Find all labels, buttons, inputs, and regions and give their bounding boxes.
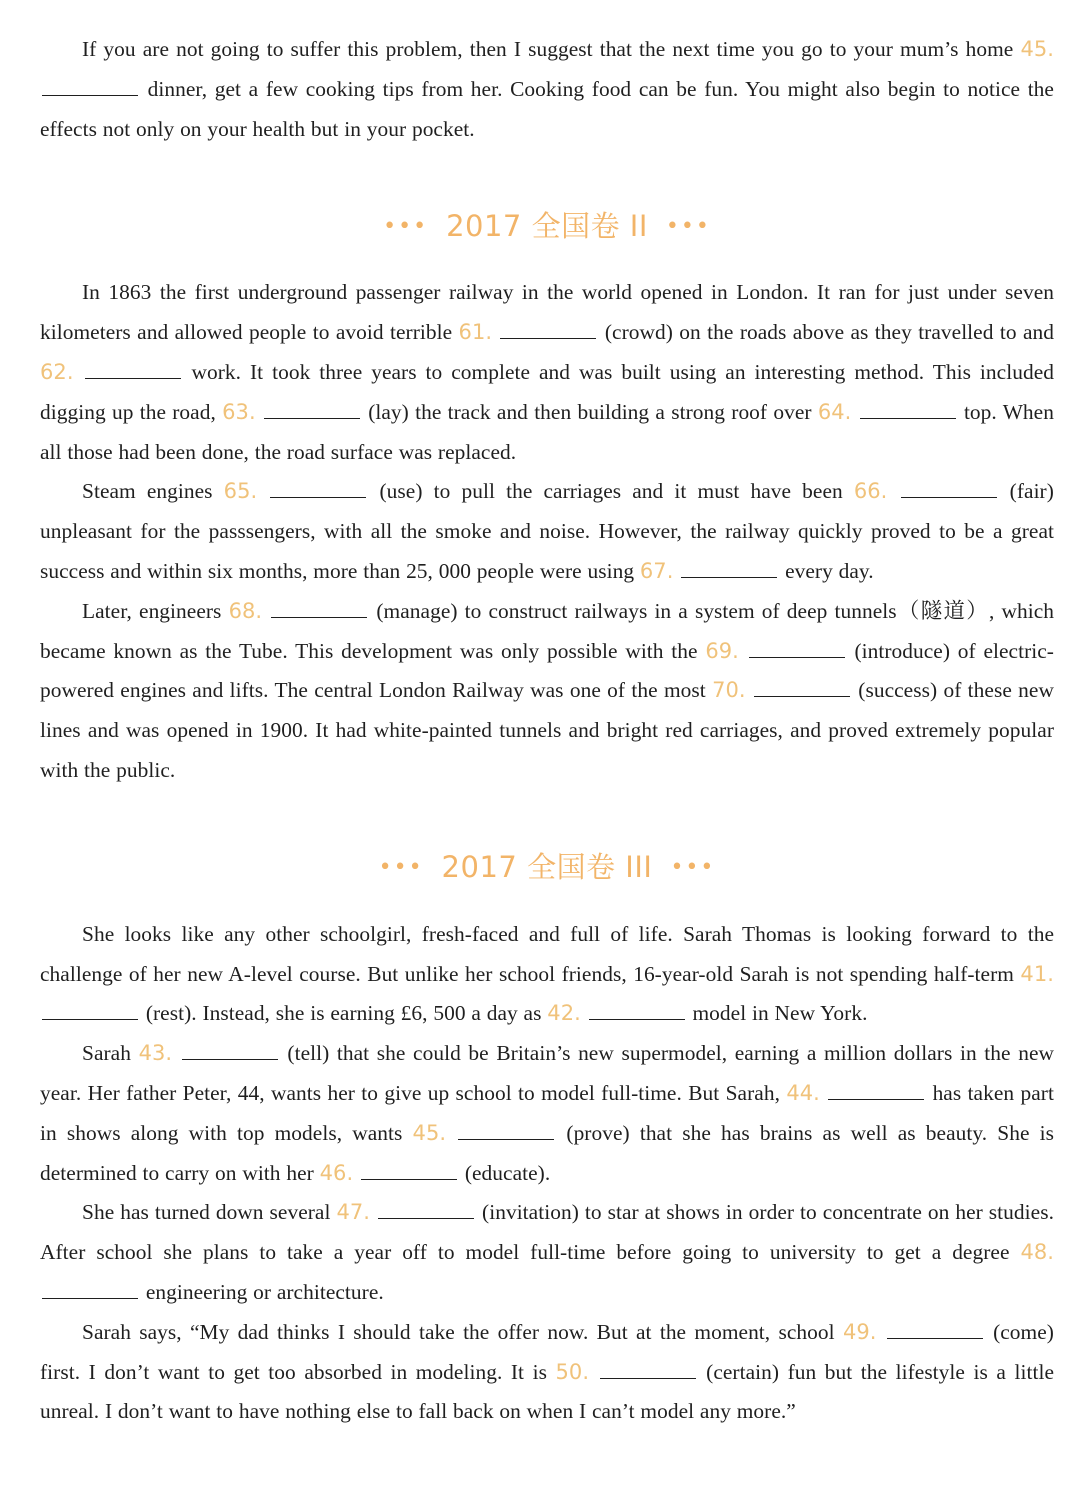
answer-blank-61[interactable] <box>500 320 596 339</box>
text-segment: (tell) that she could be Britain’s new supermodel, earning a million dollars in the new year. Her father Peter, 44, wants her to give up school to model full-time. But Sarah, <box>40 1041 1054 1105</box>
answer-blank-44[interactable] <box>828 1081 924 1100</box>
heading-title: 2017 全国卷 II <box>446 208 648 243</box>
section-2-paragraph-3 <box>40 592 1054 791</box>
text-segment: (success) of these new lines and was opened in 1900. It had white-painted tunnels and bright red carriages, and proved extremely popular with the public. <box>40 678 1054 782</box>
question-number-44: 44. <box>786 1080 820 1105</box>
text-segment: model in New York. <box>692 1001 868 1026</box>
text-segment: Steam engines <box>82 479 213 504</box>
section-3-paragraph-4 <box>40 1313 1054 1432</box>
text-segment: (crowd) on the roads above as they travelled to and <box>604 320 1054 345</box>
question-number-63: 63. <box>222 399 256 424</box>
answer-blank-69[interactable] <box>749 639 845 658</box>
text-segment: work. It took three years to complete and was built using an interesting method. This included digging up the road, <box>40 359 1054 424</box>
text-segment: (educate). <box>464 1160 551 1185</box>
question-number-42: 42. <box>547 1001 581 1026</box>
text-segment: She has turned down several <box>82 1200 331 1225</box>
question-number-66: 66. <box>853 479 888 504</box>
answer-blank-48[interactable] <box>42 1280 138 1299</box>
question-number-70: 70. <box>712 678 746 703</box>
text-segment: If you are not going to suffer this problem, then I suggest that the next time you go to your mum’s home <box>82 37 1014 61</box>
question-number-67: 67. <box>639 558 674 583</box>
section-3-paragraph-3 <box>40 1193 1054 1312</box>
heading-dots-right: ••• <box>670 855 716 881</box>
question-number-49: 49. <box>842 1319 877 1344</box>
text-segment: Sarah says, “My dad thinks I should take the offer now. But at the moment, school <box>82 1319 835 1344</box>
heading-dots-right: ••• <box>665 213 711 239</box>
intro-paragraph <box>40 30 1054 149</box>
answer-blank-41[interactable] <box>42 1001 138 1020</box>
text-segment: (come) first. I don’t want to get too absorbed in modeling. It is <box>40 1319 1054 1384</box>
answer-blank-45b[interactable] <box>458 1121 554 1140</box>
text-segment: every day. <box>785 558 874 583</box>
section-3-paragraph-1 <box>40 915 1054 1034</box>
answer-blank-65[interactable] <box>270 479 366 498</box>
question-number-61: 61. <box>458 320 493 345</box>
text-segment: (rest). Instead, she is earning £6, 500 a day as <box>145 1001 542 1026</box>
text-segment: Sarah <box>82 1041 131 1066</box>
answer-blank-62[interactable] <box>85 360 181 379</box>
question-number-48: 48. <box>1020 1240 1054 1265</box>
text-segment: (prove) that she has brains as well as beauty. She is determined to carry on with her <box>40 1120 1054 1185</box>
answer-blank-68[interactable] <box>271 599 367 618</box>
heading-title: 2017 全国卷 III <box>441 850 653 885</box>
answer-blank-67[interactable] <box>681 559 777 578</box>
text-segment: Later, engineers <box>82 598 222 623</box>
text-segment: has taken part in shows along with top models, wants <box>40 1080 1054 1145</box>
section-heading-2017-ii <box>40 189 1054 259</box>
answer-blank-49[interactable] <box>887 1320 983 1339</box>
text-segment: (certain) fun but the lifestyle is a little unreal. I don’t want to have nothing else to fall back on when I can’t model any more.” <box>40 1359 1054 1424</box>
text-segment: (use) to pull the carriages and it must have been <box>379 479 843 504</box>
text-segment: (invitation) to star at shows in order to concentrate on her studies. After school she plans to take a year off to model full-time before going to university to get a degree <box>40 1200 1054 1265</box>
question-number-43: 43. <box>138 1041 173 1066</box>
heading-dots-left: ••• <box>383 213 429 239</box>
answer-blank-50[interactable] <box>600 1360 696 1379</box>
text-segment: engineering or architecture. <box>145 1279 384 1304</box>
section-2-paragraph-2 <box>40 472 1054 591</box>
answer-blank-70[interactable] <box>754 678 850 697</box>
answer-blank-64[interactable] <box>860 400 956 419</box>
question-number-47: 47. <box>336 1200 371 1225</box>
question-number-46: 46. <box>319 1160 354 1185</box>
question-number-45: 45. <box>1020 37 1054 61</box>
text-segment: (manage) to construct railways in a system of deep tunnels（隧道）, which became known as the Tube. This development was only possible with the <box>40 598 1054 663</box>
section-3-paragraph-2 <box>40 1034 1054 1193</box>
answer-blank-66[interactable] <box>901 479 997 498</box>
question-number-50: 50. <box>555 1359 590 1384</box>
section-2-paragraph-1 <box>40 273 1054 472</box>
heading-dots-left: ••• <box>378 855 424 881</box>
question-number-69: 69. <box>705 638 739 663</box>
question-number-45b: 45. <box>412 1120 447 1145</box>
text-segment: top. When all those had been done, the road surface was replaced. <box>40 399 1054 464</box>
text-segment: dinner, get a few cooking tips from her. Cooking food can be fun. You might also begin to notice the effects not only on your health but in your pocket. <box>40 76 1054 141</box>
text-segment: She looks like any other schoolgirl, fresh-faced and full of life. Sarah Thomas is looking forward to the challenge of her new A-level course. But unlike her school friends, 16-year-old Sarah is not spending half-term <box>40 921 1054 986</box>
answer-blank-63[interactable] <box>264 400 360 419</box>
answer-blank-43[interactable] <box>182 1041 278 1060</box>
answer-blank-42[interactable] <box>589 1001 685 1020</box>
question-number-41: 41. <box>1020 961 1054 986</box>
answer-blank-47[interactable] <box>378 1200 474 1219</box>
text-segment: In 1863 the first underground passenger railway in the world opened in London. It ran for just under seven kilometers and allowed people to avoid terrible <box>40 280 1054 345</box>
section-heading-2017-iii <box>40 831 1054 901</box>
text-segment: (fair) unpleasant for the passsengers, with all the smoke and noise. However, the railway quickly proved to be a great success and within six months, more than 25, 000 people were using <box>40 479 1054 583</box>
answer-blank-45[interactable] <box>42 77 138 96</box>
question-number-65: 65. <box>223 479 258 504</box>
question-number-68: 68. <box>228 598 263 623</box>
text-segment: (introduce) of electric-powered engines and lifts. The central London Railway was one of the most <box>40 638 1054 703</box>
question-number-62: 62. <box>40 359 74 384</box>
text-segment: (lay) the track and then building a strong roof over <box>368 399 812 424</box>
question-number-64: 64. <box>817 399 852 424</box>
answer-blank-46[interactable] <box>361 1161 457 1180</box>
